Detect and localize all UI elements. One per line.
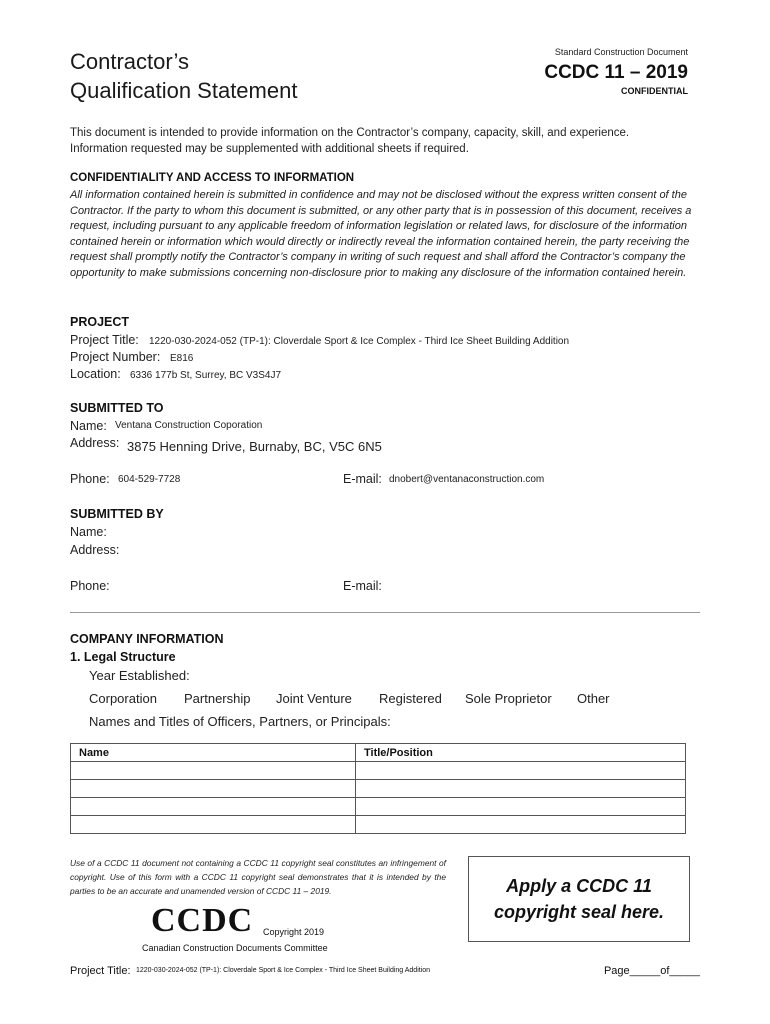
officer-title-cell[interactable] <box>356 816 686 834</box>
submitted-to-phone-field[interactable]: 604-529-7728 <box>118 474 181 485</box>
submitted-by-heading: SUBMITTED BY <box>70 507 164 521</box>
submitted-to-heading: SUBMITTED TO <box>70 401 164 415</box>
officer-name-cell[interactable] <box>71 780 356 798</box>
option-corporation[interactable]: Corporation <box>89 691 157 706</box>
table-row <box>71 762 686 780</box>
option-registered[interactable]: Registered <box>379 691 442 706</box>
project-heading: PROJECT <box>70 315 130 329</box>
intro-line-1: This document is intended to provide information on the Contractor’s company, capacity, skill, and experience. <box>70 127 630 139</box>
year-established-label: Year Established: <box>89 668 190 683</box>
option-other[interactable]: Other <box>577 691 610 706</box>
submitted-to-email-label: E-mail: <box>343 472 382 486</box>
project-title-field[interactable]: 1220-030-2024-052 (TP-1): Cloverdale Sport & Ice Complex - Third Ice Sheet Building Addition <box>149 336 570 347</box>
intro-text <box>70 125 690 157</box>
table-row <box>71 798 686 816</box>
officers-table-header <box>71 744 686 762</box>
document-title <box>70 47 297 105</box>
officer-title-cell[interactable] <box>356 798 686 816</box>
standard-document-label: Standard Construction Document <box>554 47 688 57</box>
submitted-by-email-label: E-mail: <box>343 579 382 593</box>
copyright-year: Copyright 2019 <box>263 927 325 937</box>
submitted-to-name-label: Name: <box>70 419 107 433</box>
submitted-to-email-field[interactable]: dnobert@ventanaconstruction.com <box>389 474 545 485</box>
copyright-seal-box <box>468 856 690 942</box>
confidential-label: CONFIDENTIAL <box>621 86 688 96</box>
option-partnership[interactable]: Partnership <box>184 691 251 706</box>
submitted-to-name-field[interactable]: Ventana Construction Coporation <box>115 420 263 431</box>
title-column-header: Title/Position <box>356 744 686 762</box>
footer-project-title-value: 1220-030-2024-052 (TP-1): Cloverdale Sport & Ice Complex - Third Ice Sheet Building Addition <box>136 967 431 974</box>
footer-project-title-label: Project Title: <box>70 965 131 977</box>
officer-name-cell[interactable] <box>71 762 356 780</box>
project-title-label: Project Title: <box>70 333 139 347</box>
officer-name-cell[interactable] <box>71 798 356 816</box>
location-field[interactable]: 6336 177b St, Surrey, BC V3S4J7 <box>130 370 282 381</box>
officers-label: Names and Titles of Officers, Partners, or Principals: <box>89 714 391 729</box>
location-label: Location: <box>70 367 121 381</box>
option-joint-venture[interactable]: Joint Venture <box>276 691 352 706</box>
title-line-1: Contractor’s <box>70 49 190 74</box>
committee-name: Canadian Construction Documents Committee <box>142 943 328 953</box>
seal-line-2: copyright seal here. <box>493 902 665 922</box>
table-row <box>71 816 686 834</box>
intro-line-2: Information requested may be supplemented with additional sheets if required. <box>70 143 469 155</box>
seal-line-1: Apply a CCDC 11 <box>506 876 652 896</box>
name-column-header: Name <box>71 744 356 762</box>
submitted-by-address-label: Address: <box>70 543 120 557</box>
company-info-heading: COMPANY INFORMATION <box>70 632 224 646</box>
submitted-to-address-field[interactable]: 3875 Henning Drive, Burnaby, BC, V5C 6N5 <box>127 439 382 454</box>
legal-structure-heading: 1. Legal Structure <box>70 650 176 664</box>
project-number-label: Project Number: <box>70 350 161 364</box>
submitted-by-phone-label: Phone: <box>70 579 110 593</box>
option-sole-proprietor[interactable]: Sole Proprietor <box>465 691 552 706</box>
officer-title-cell[interactable] <box>356 762 686 780</box>
officer-name-cell[interactable] <box>71 816 356 834</box>
page-number: Page_____of_____ <box>603 965 700 977</box>
title-line-2: Qualification Statement <box>70 78 298 103</box>
officer-title-cell[interactable] <box>356 780 686 798</box>
submitted-to-phone-label: Phone: <box>70 472 110 486</box>
submitted-to-address-label: Address: <box>70 436 120 450</box>
confidentiality-heading: CONFIDENTIALITY AND ACCESS TO INFORMATION <box>70 172 355 184</box>
project-number-field[interactable]: E816 <box>170 353 194 364</box>
confidentiality-body: All information contained herein is submitted in confidence and may not be disclosed without the express written consent of the Contractor. If the party to whom this document is submitted, or any other party that is in possession of this document, receives a request, including pursuant to any applicable freedom of information legislation or related laws, for disclosure of the information contained herein or information which would directly or indirectly reveal the information contained herein, the party receiving the request shall promptly notify the Contractor’s company in writing of such request and shall afford the Contractor’s company the opportunity to make submissions concerning non-disclosure prior to making any disclosure of the information contained herein. <box>70 189 692 279</box>
submitted-by-name-label: Name: <box>70 525 107 539</box>
table-row <box>71 780 686 798</box>
copyright-notice: Use of a CCDC 11 document not containing a CCDC 11 copyright seal constitutes an infringement of copyright. Use of this form with a CCDC 11 copyright seal demonstrates that it is intended by the parties to be an accurate and unamended version of CCDC 11 – 2019. <box>70 858 446 896</box>
ccdc-logo: CCDC <box>151 902 254 939</box>
section-divider <box>70 612 700 613</box>
officers-table <box>70 743 686 834</box>
document-code: CCDC 11 – 2019 <box>544 62 688 83</box>
